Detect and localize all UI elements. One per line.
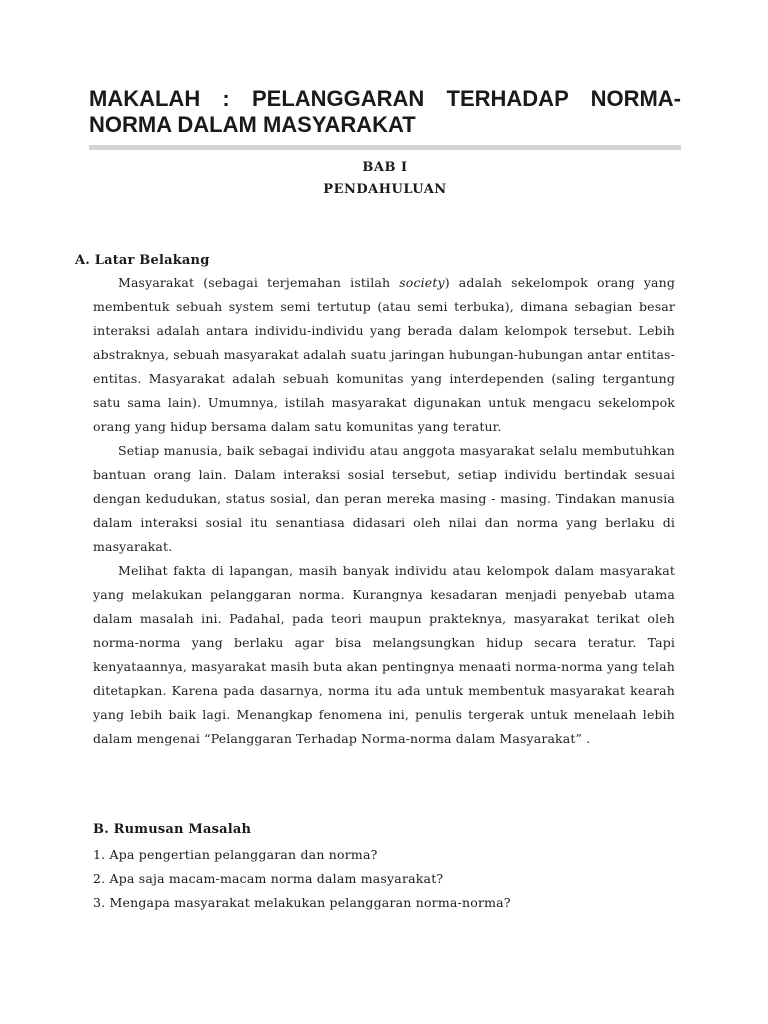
paragraph-1: Masyarakat (sebagai terjemahan istilah society) adalah sekelompok orang yang membentuk sebuah system semi tertutup (atau semi terbuka), dimana sebagian besar interaksi adalah antara individu-individu yang berada dalam kelompok tersebut. Lebih abstraknya, sebuah masyarakat adalah suatu jaringan hubungan-hubungan antar entitas-entitas. Masyarakat adalah sebuah komunitas yang interdependen (saling tergantung satu sama lain). Umumnya, istilah masyarakat digunakan untuk mengacu sekelompok orang yang hidup bersama dalam satu komunitas yang teratur. (93, 275, 675, 434)
problem-list (93, 843, 675, 915)
list-item: 3. Mengapa masyarakat melakukan pelanggaran norma-norma? (93, 895, 511, 910)
list-item: 2. Apa saja macam-macam norma dalam masyarakat? (93, 871, 444, 886)
list-item: 1. Apa pengertian pelanggaran dan norma? (93, 847, 378, 862)
chapter-number: BAB I (362, 160, 408, 175)
section-a-body (93, 271, 675, 751)
paragraph-3: Melihat fakta di lapangan, masih banyak individu atau kelompok dalam masyarakat yang melakukan pelanggaran norma. Kurangnya kesadaran menjadi penyebab utama dalam masalah ini. Padahal, pada teori maupun prakteknya, masyarakat terikat oleh norma-norma yang berlaku agar bisa melangsungkan hidup secara teratur. Tapi kenyataannya, masyarakat masih buta akan pentingnya menaati norma-norma yang telah ditetapkan. Karena pada dasarnya, norma itu ada untuk membentuk masyarakat kearah yang lebih baik lagi. Menangkap fenomena ini, penulis tergerak untuk menelaah lebih dalam mengenai “Pelanggaran Terhadap Norma-norma dalam Masyarakat” . (93, 563, 675, 746)
title-underline-divider (89, 145, 681, 150)
chapter-title: PENDAHULUAN (323, 182, 447, 197)
term-society: society (399, 275, 445, 290)
title-line-2: NORMA DALAM MASYARAKAT (89, 112, 416, 137)
paragraph-2: Setiap manusia, baik sebagai individu atau anggota masyarakat selalu membutuhkan bantuan orang lain. Dalam interaksi sosial tersebut, setiap individu bertindak sesuai dengan kedudukan, status sosial, dan peran mereka masing - masing. Tindakan manusia dalam interaksi sosial itu senantiasa didasari oleh nilai dan norma yang berlaku di masyarakat. (93, 443, 675, 554)
document-title (89, 86, 681, 138)
section-b-heading: B. Rumusan Masalah (93, 822, 252, 837)
section-a-heading: A. Latar Belakang (75, 253, 210, 268)
title-line-1: MAKALAH : PELANGGARAN TERHADAP NORMA- (89, 86, 681, 111)
